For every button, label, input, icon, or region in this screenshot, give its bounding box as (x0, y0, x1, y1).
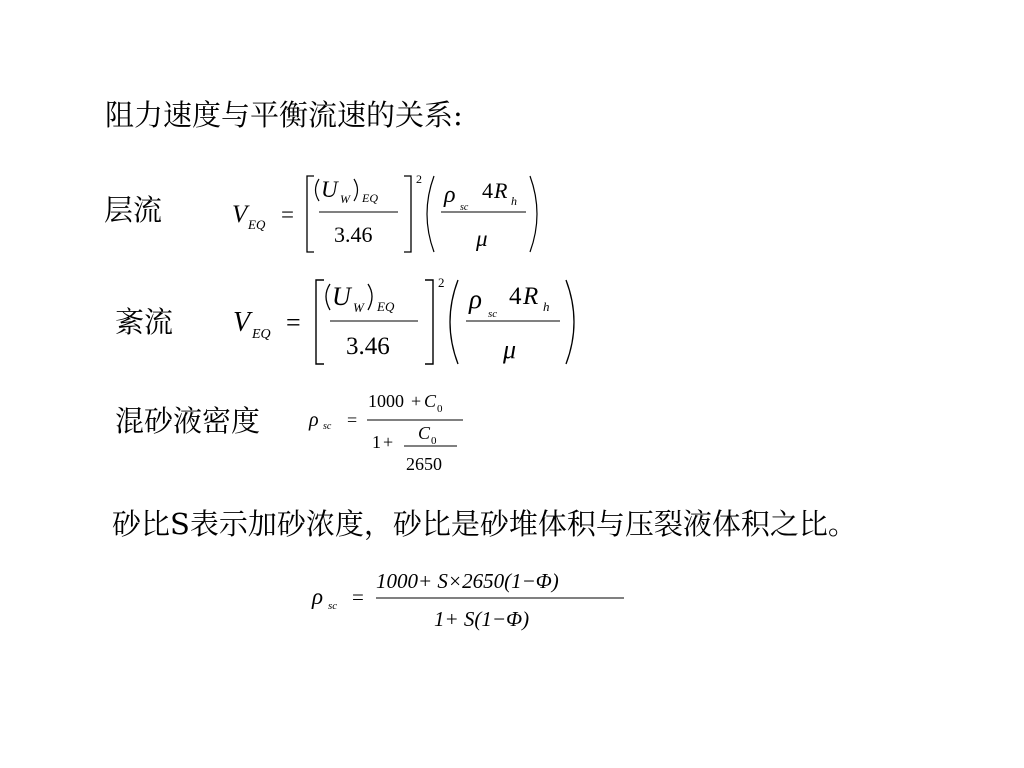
rho-sub: sc (323, 421, 332, 432)
u-var: U (332, 282, 351, 311)
den-c: C (418, 423, 431, 443)
lhs-sub: EQ (248, 217, 266, 232)
big-paren-close (530, 176, 537, 252)
big-paren-close (566, 280, 574, 364)
paren-open (326, 284, 330, 310)
big-paren-open (427, 176, 434, 252)
rho: ρ (309, 409, 319, 431)
laminar-formula (228, 160, 558, 260)
rho: ρ (469, 284, 482, 314)
paren-close (368, 284, 372, 310)
denominator: 1+ S(1−Φ) (434, 607, 530, 631)
num-c: C (424, 391, 437, 411)
rho: ρ (312, 584, 324, 609)
right-bracket (404, 176, 411, 252)
mu: μ (503, 335, 517, 364)
denominator: 3.46 (346, 333, 390, 360)
num-const: 1000 (368, 391, 404, 411)
equals-sign: = (281, 202, 294, 227)
r-sub: h (543, 299, 550, 314)
w-sub: W (340, 192, 350, 206)
eq-sub: EQ (377, 299, 395, 314)
u-var: U (321, 177, 338, 202)
den-one: 1 (372, 432, 381, 452)
lhs-sub: EQ (252, 327, 271, 342)
denominator: 3.46 (334, 222, 373, 247)
exponent: 2 (438, 275, 445, 290)
left-bracket (316, 280, 324, 364)
den-plus: + (383, 432, 394, 452)
equals-sign: = (286, 308, 301, 337)
numerator: 1000+ S×2650(1−Φ) (376, 569, 559, 593)
eq-sub: EQ (362, 191, 378, 205)
rho-sub: sc (328, 600, 338, 612)
page-heading: 阻力速度与平衡流速的关系: (105, 98, 463, 132)
mu: μ (476, 226, 488, 251)
lhs-v: V (232, 201, 248, 228)
turbulent-label: 紊流 (115, 305, 174, 339)
num-c-sub: 0 (437, 403, 443, 415)
den-c-sub: 0 (431, 435, 437, 447)
r-var: R (523, 283, 539, 310)
equals-sign: = (352, 585, 364, 609)
turbulent-formula (228, 268, 588, 374)
big-paren-open (450, 280, 458, 364)
den-const: 2650 (406, 454, 442, 474)
sand-ratio-formula (308, 558, 638, 640)
rho-sub: sc (460, 202, 469, 213)
num-plus: + (411, 391, 422, 411)
slurry-density-formula (305, 382, 475, 477)
rho: ρ (444, 182, 456, 208)
right-bracket (425, 280, 433, 364)
left-bracket (307, 176, 314, 252)
paren-open (316, 179, 320, 201)
coef: 4 (482, 178, 493, 203)
sand-ratio-text: 砂比S表示加砂浓度，砂比是砂堆体积与压裂液体积之比。 (112, 507, 857, 541)
r-var: R (494, 178, 508, 203)
rho-sub: sc (488, 308, 498, 320)
slurry-density-label: 混砂液密度 (115, 404, 261, 438)
r-sub: h (511, 194, 517, 208)
coef: 4 (509, 283, 522, 310)
equals-sign: = (347, 410, 358, 430)
paren-close (354, 179, 358, 201)
laminar-label: 层流 (104, 193, 163, 227)
exponent: 2 (416, 172, 422, 186)
lhs-v: V (233, 307, 251, 338)
w-sub: W (353, 300, 364, 315)
